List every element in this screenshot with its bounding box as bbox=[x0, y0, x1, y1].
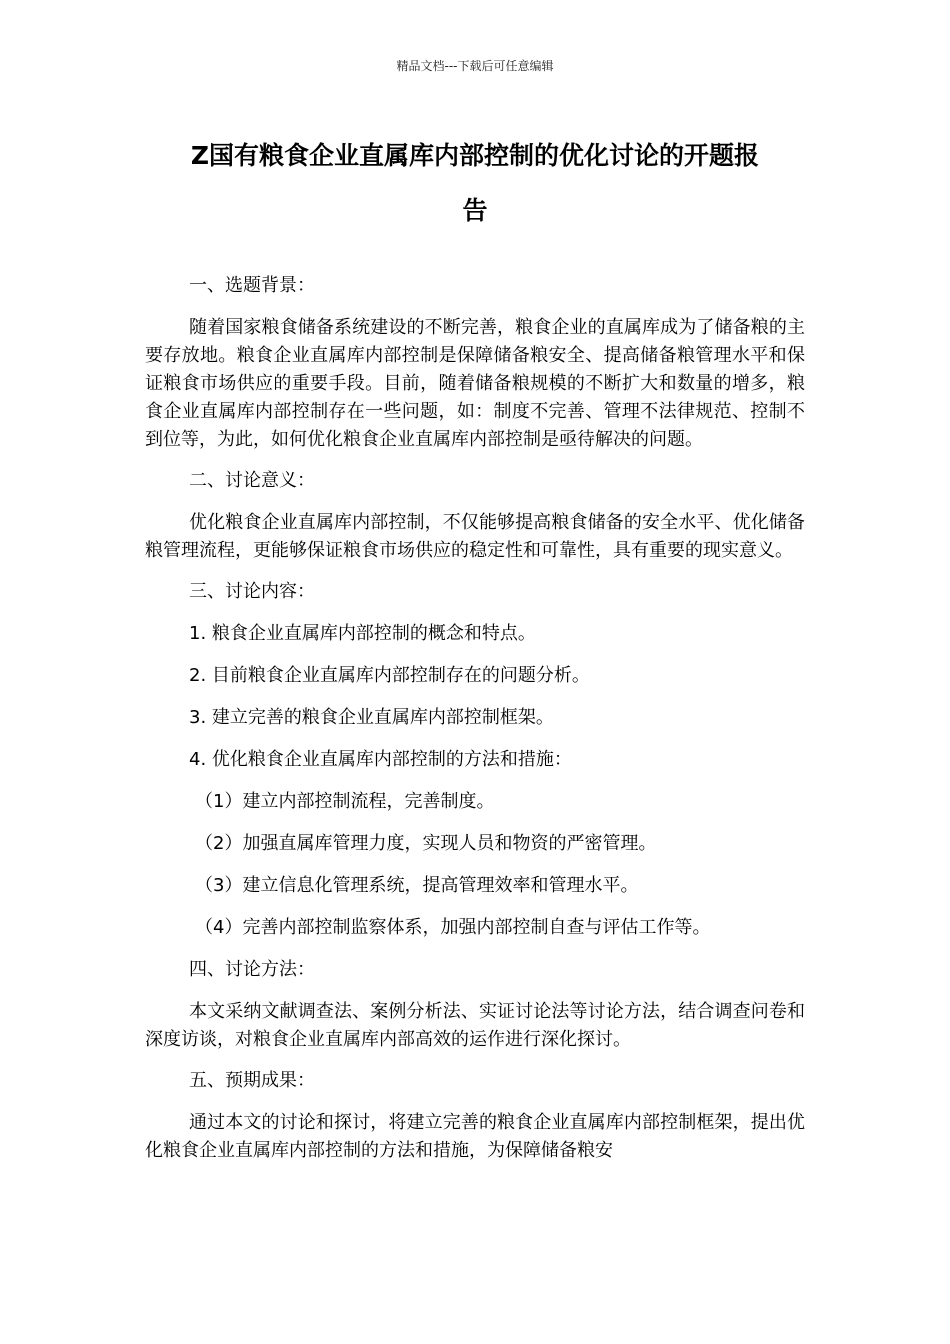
section-heading-background: 一、选题背景： bbox=[189, 275, 315, 296]
content-sub-item: （3）建立信息化管理系统，提高管理效率和管理水平。 bbox=[195, 875, 639, 896]
content-sub-item: （1）建立内部控制流程，完善制度。 bbox=[195, 791, 495, 812]
section-heading-significance: 二、讨论意义： bbox=[189, 470, 315, 491]
content-sub-item: （2）加强直属库管理力度，实现人员和物资的严密管理。 bbox=[195, 833, 657, 854]
content-list-item: 2. 目前粮食企业直属库内部控制存在的问题分析。 bbox=[189, 665, 590, 686]
content-list-item: 3. 建立完善的粮食企业直属库内部控制框架。 bbox=[189, 707, 554, 728]
content-sub-item: （4）完善内部控制监察体系，加强内部控制自查与评估工作等。 bbox=[195, 917, 711, 938]
header-note: 精品文档---下载后可任意编辑 bbox=[396, 59, 554, 73]
section-paragraph-results: 通过本文的讨论和探讨，将建立完善的粮食企业直属库内部控制框架，提出优化粮食企业直属库内部控制的方法和措施，为保障储备粮安 bbox=[145, 1112, 805, 1161]
content-list-item: 1. 粮食企业直属库内部控制的概念和特点。 bbox=[189, 623, 536, 644]
section-heading-content: 三、讨论内容： bbox=[189, 581, 315, 602]
section-heading-results: 五、预期成果： bbox=[189, 1070, 315, 1091]
document-title-line-2: 告 bbox=[462, 196, 488, 225]
section-paragraph-background: 随着国家粮食储备系统建设的不断完善，粮食企业的直属库成为了储备粮的主要存放地。粮食企业直属库内部控制是保障储备粮安全、提高储备粮管理水平和保证粮食市场供应的重要手段。目前，随着储备粮规模的不断扩大和数量的增多，粮食企业直属库内部控制存在一些问题，如：制度不完善、管理不法律规范、控制不到位等，为此，如何优化粮食企业直属库内部控制是亟待解决的问题。 bbox=[145, 317, 805, 450]
section-heading-method: 四、讨论方法： bbox=[189, 959, 315, 980]
section-paragraph-method: 本文采纳文献调查法、案例分析法、实证讨论法等讨论方法，结合调查问卷和深度访谈，对粮食企业直属库内部高效的运作进行深化探讨。 bbox=[145, 1001, 805, 1050]
content-list-item: 4. 优化粮食企业直属库内部控制的方法和措施： bbox=[189, 749, 572, 770]
section-paragraph-significance: 优化粮食企业直属库内部控制，不仅能够提高粮食储备的安全水平、优化储备粮管理流程，更能够保证粮食市场供应的稳定性和可靠性，具有重要的现实意义。 bbox=[145, 512, 805, 561]
document-body bbox=[145, 272, 805, 1178]
document-title-line-1: Z国有粮食企业直属库内部控制的优化讨论的开题报 bbox=[190, 141, 760, 170]
